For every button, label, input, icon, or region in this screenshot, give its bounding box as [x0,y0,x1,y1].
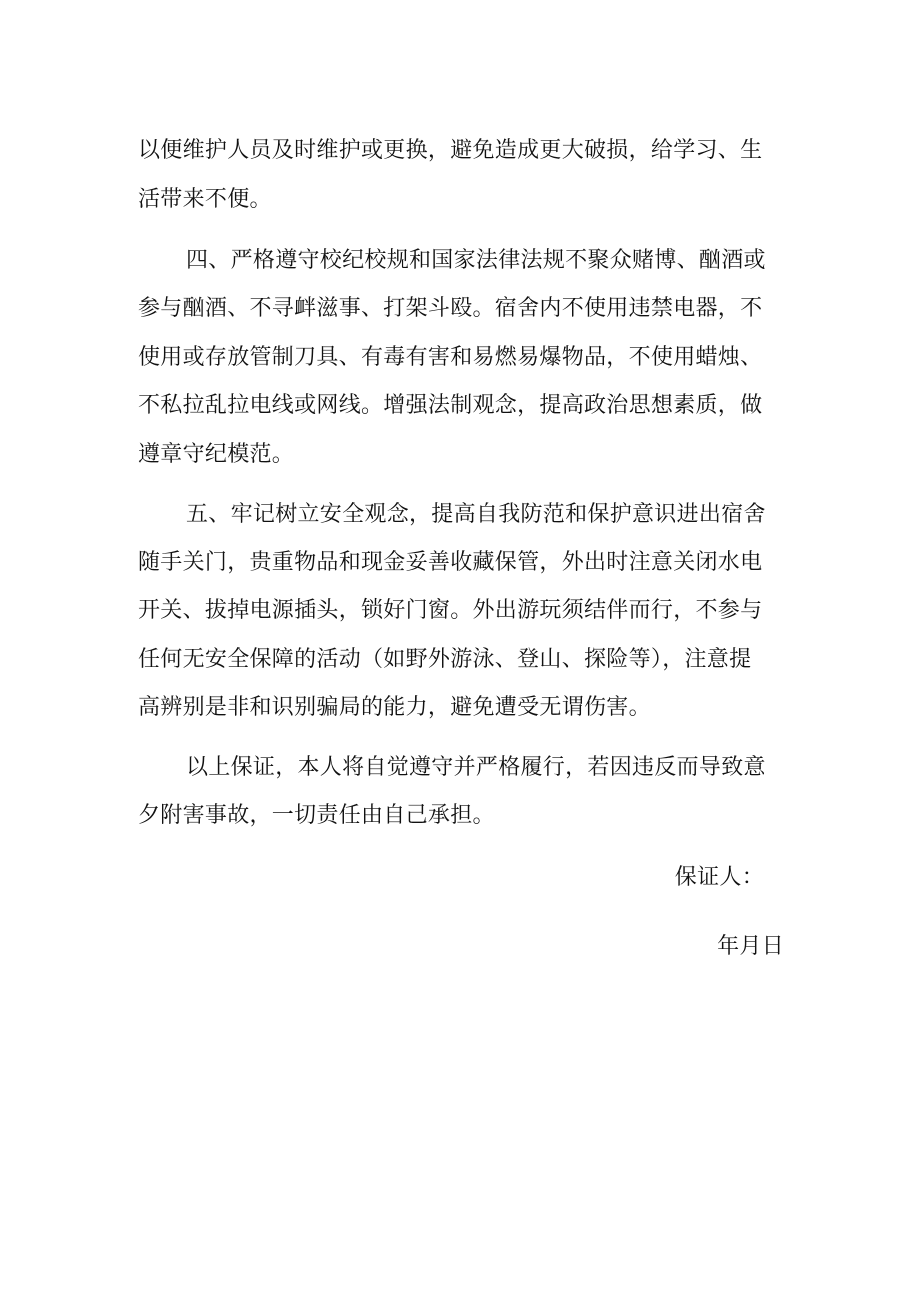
section-five-line-3: 开关、拔掉电源插头，锁好门窗。外出游玩须结伴而行，不参与 [138,598,763,623]
section-four-line-4: 不私拉乱拉电线或网线。增强法制观念，提高政治思想素质，做 [138,393,763,418]
section-five-line-1: 五、牢记树立安全观念，提高自我防范和保护意识进出宿舍 [186,502,766,527]
section-five-line-4: 任何无安全保障的活动（如野外游泳、登山、探险等），注意提 [138,647,752,672]
section-five-line-5: 高辨别是非和识别骗局的能力，避免遭受无谓伤害。 [138,695,651,720]
paragraph-continuation-line-1: 以便维护人员及时维护或更换，避免造成更大破损，给学习、生 [138,138,763,163]
section-four-line-3: 使用或存放管制刀具、有毒有害和易燃易爆物品，不使用蜡烛、 [138,345,763,370]
section-five-line-2: 随手关门，贵重物品和现金妥善收藏保管，外出时注意关闭水电 [138,550,763,575]
paragraph-continuation-line-2: 活带来不便。 [138,187,272,212]
guarantor-label: 保证人： [674,865,764,890]
section-four-line-5: 遵章守纪模范。 [138,442,295,467]
section-four-line-2: 参与酗酒、不寻衅滋事、打架斗殴。宿舍内不使用违禁电器，不 [138,296,763,321]
closing-line-2: 夕附害事故，一切责任由自己承担。 [138,803,495,828]
closing-line-1: 以上保证，本人将自觉遵守并严格履行，若因违反而导致意 [186,755,766,780]
section-four-line-1: 四、严格遵守校纪校规和国家法律法规不聚众赌博、酗酒或 [186,248,766,273]
date-label: 年月日 [717,934,784,959]
